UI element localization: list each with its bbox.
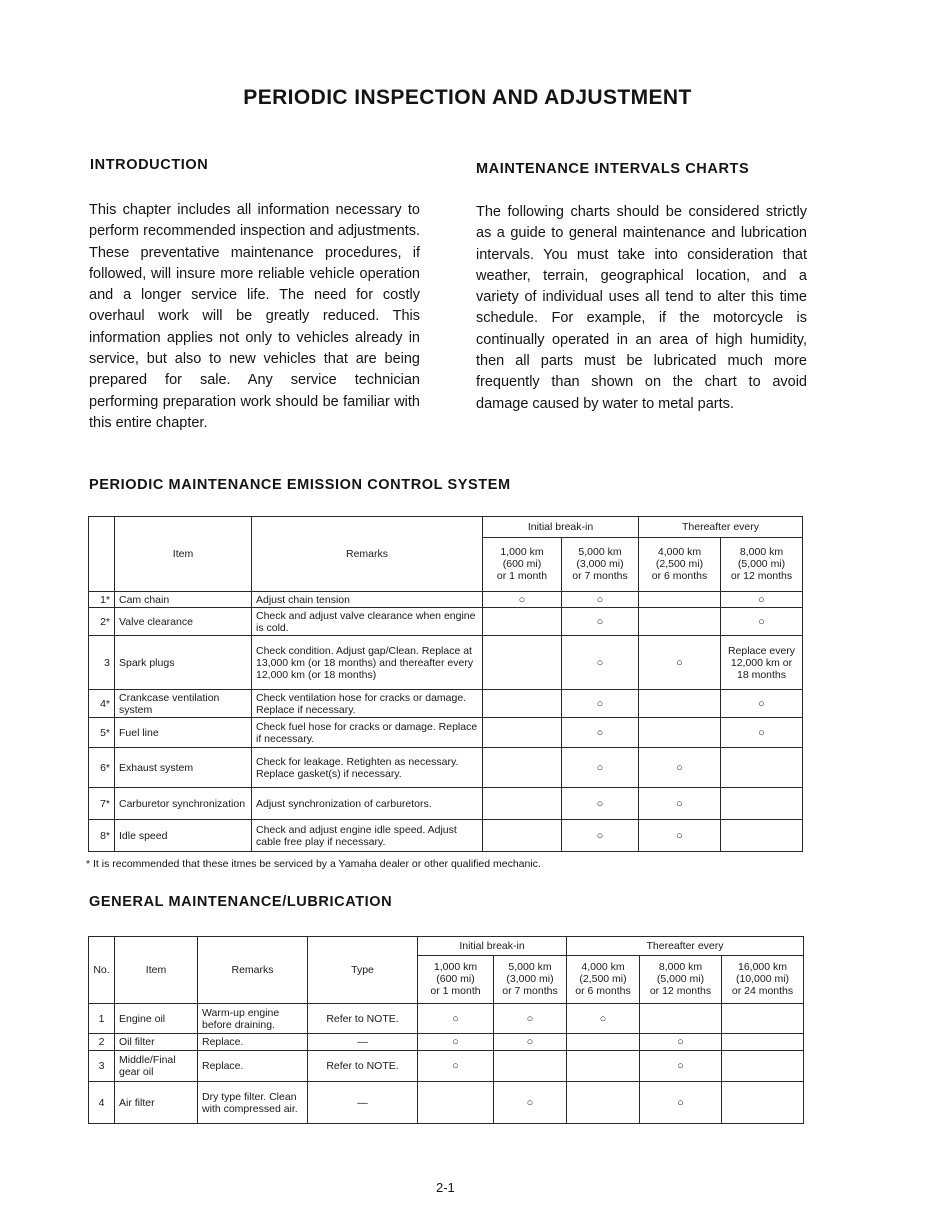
check-mark [418,1082,494,1124]
remarks-cell: Check condition. Adjust gap/Clean. Replace at 13,000 km (or 18 months) and thereafter every 12,000 km (or 18 months) [252,636,483,690]
item-cell: Oil filter [115,1034,198,1051]
check-mark: ○ [494,1004,567,1034]
check-mark [567,1082,640,1124]
row-number: 7* [89,788,115,820]
check-mark: ○ [562,718,639,748]
check-mark: ○ [494,1082,567,1124]
row-number: 3 [89,636,115,690]
remarks-cell: Adjust chain tension [252,592,483,608]
check-mark: ○ [483,592,562,608]
general-interval-header: 8,000 km (5,000 mi) or 12 months [640,955,722,1003]
check-mark [640,1004,722,1034]
emission-row-exhaust-system [89,748,803,788]
row-number: 2* [89,608,115,636]
introduction-heading: INTRODUCTION [90,157,209,173]
general-remarks-header: Remarks [198,937,308,1004]
item-cell: Air filter [115,1082,198,1124]
emission-footnote: * It is recommended that these itmes be serviced by a Yamaha dealer or other qualified mechanic. [86,858,541,870]
emission-heading: PERIODIC MAINTENANCE EMISSION CONTROL SYSTEM [89,477,511,493]
check-mark: ○ [562,636,639,690]
row-number: 3 [89,1051,115,1082]
replace-note-cell: Replace every 12,000 km or 18 months [721,636,803,690]
remarks-cell: Warm-up engine before draining. [198,1004,308,1034]
emission-header-row-1 [89,517,803,538]
general-row-air-filter [89,1082,804,1124]
check-mark [721,788,803,820]
general-initial-header: Initial break-in [418,937,567,956]
emission-item-header: Item [115,517,252,592]
check-mark: ○ [721,592,803,608]
general-after-header: Thereafter every [567,937,804,956]
emission-initial-header: Initial break-in [483,517,639,538]
introduction-text: This chapter includes all information necessary to perform recommended inspection and adjustments. These preventative maintenance procedures, if followed, will insure more reliable vehicle operation and a longer service life. The need for costly overhaul work will be greatly reduced. This information applies not only to vehicles already in service, but also to new vehicles that are being prepared for sale. Any service technician performing preparation work should be familiar with this entire chapter. [89,202,420,431]
check-mark: ○ [562,608,639,636]
emission-interval-header: 8,000 km (5,000 mi) or 12 months [721,537,803,591]
general-interval-header: 1,000 km (600 mi) or 1 month [418,955,494,1003]
check-mark [494,1051,567,1082]
general-header-row-1 [89,937,804,956]
emission-no-header [89,517,115,592]
item-cell: Idle speed [115,820,252,852]
check-mark: ○ [639,636,721,690]
general-row-oil-filter [89,1034,804,1051]
remarks-cell: Dry type filter. Clean with compressed air. [198,1082,308,1124]
row-number: 6* [89,748,115,788]
general-item-header: Item [115,937,198,1004]
check-mark [483,690,562,718]
row-number: 4* [89,690,115,718]
item-cell: Engine oil [115,1004,198,1034]
type-cell: Refer to NOTE. [308,1051,418,1082]
check-mark [722,1051,804,1082]
row-number: 1* [89,592,115,608]
general-interval-header: 4,000 km (2,500 mi) or 6 months [567,955,640,1003]
item-cell: Cam chain [115,592,252,608]
intervals-heading: MAINTENANCE INTERVALS CHARTS [476,161,750,177]
emission-row-carburetor-synchronization [89,788,803,820]
emission-remarks-header: Remarks [252,517,483,592]
check-mark [483,636,562,690]
general-interval-header: 5,000 km (3,000 mi) or 7 months [494,955,567,1003]
item-cell: Fuel line [115,718,252,748]
emission-interval-header: 5,000 km (3,000 mi) or 7 months [562,537,639,591]
check-mark [483,718,562,748]
general-table [88,936,804,1124]
remarks-cell: Check and adjust engine idle speed. Adjust cable free play if necessary. [252,820,483,852]
emission-row-fuel-line [89,718,803,748]
item-cell: Middle/Final gear oil [115,1051,198,1082]
type-cell: — [308,1082,418,1124]
check-mark [483,748,562,788]
check-mark: ○ [418,1034,494,1051]
intervals-text: The following charts should be considered strictly as a guide to general maintenance and lubrication intervals. You must take into consideration that weather, terrain, geographical location, and a variety of individual uses all tend to alter this time schedule. For example, if the motorcycle is continually operated in an area of high humidity, then all parts must be lubricated much more frequently than shown on the chart to avoid damage caused by water to metal parts. [476,204,807,412]
general-row-middle-final-gear-oil [89,1051,804,1082]
remarks-cell: Adjust synchronization of carburetors. [252,788,483,820]
general-interval-header: 16,000 km (10,000 mi) or 24 months [722,955,804,1003]
check-mark: ○ [562,690,639,718]
check-mark [721,748,803,788]
check-mark [567,1034,640,1051]
remarks-cell: Check and adjust valve clearance when engine is cold. [252,608,483,636]
emission-after-header: Thereafter every [639,517,803,538]
item-cell: Exhaust system [115,748,252,788]
check-mark: ○ [418,1004,494,1034]
item-cell: Carburetor synchronization [115,788,252,820]
general-type-header: Type [308,937,418,1004]
check-mark [483,608,562,636]
general-no-header: No. [89,937,115,1004]
remarks-cell: Check ventilation hose for cracks or damage. Replace if necessary. [252,690,483,718]
remarks-cell: Check for leakage. Retighten as necessary. Replace gasket(s) if necessary. [252,748,483,788]
emission-interval-header: 1,000 km (600 mi) or 1 month [483,537,562,591]
remarks-cell: Check fuel hose for cracks or damage. Replace if necessary. [252,718,483,748]
type-cell: — [308,1034,418,1051]
check-mark: ○ [494,1034,567,1051]
remarks-cell: Replace. [198,1051,308,1082]
emission-row-crankcase-ventilation [89,690,803,718]
check-mark: ○ [562,592,639,608]
check-mark [721,820,803,852]
row-number: 1 [89,1004,115,1034]
check-mark: ○ [639,788,721,820]
check-mark [567,1051,640,1082]
row-number: 8* [89,820,115,852]
check-mark [722,1034,804,1051]
check-mark [639,592,721,608]
emission-table [88,516,803,852]
emission-row-spark-plugs [89,636,803,690]
check-mark: ○ [640,1051,722,1082]
remarks-cell: Replace. [198,1034,308,1051]
emission-row-valve-clearance [89,608,803,636]
emission-interval-header: 4,000 km (2,500 mi) or 6 months [639,537,721,591]
page-number: 2-1 [436,1180,455,1195]
check-mark: ○ [639,820,721,852]
check-mark: ○ [562,820,639,852]
check-mark [722,1004,804,1034]
check-mark [639,718,721,748]
item-cell: Valve clearance [115,608,252,636]
general-row-engine-oil [89,1004,804,1034]
page-title: PERIODIC INSPECTION AND ADJUSTMENT [243,86,692,109]
check-mark: ○ [562,788,639,820]
check-mark [722,1082,804,1124]
item-cell: Spark plugs [115,636,252,690]
emission-row-idle-speed [89,820,803,852]
check-mark: ○ [418,1051,494,1082]
check-mark: ○ [721,718,803,748]
row-number: 2 [89,1034,115,1051]
check-mark: ○ [640,1034,722,1051]
row-number: 4 [89,1082,115,1124]
check-mark: ○ [567,1004,640,1034]
check-mark: ○ [562,748,639,788]
emission-row-cam-chain [89,592,803,608]
general-heading: GENERAL MAINTENANCE/LUBRICATION [89,894,393,910]
check-mark [483,788,562,820]
type-cell: Refer to NOTE. [308,1004,418,1034]
check-mark: ○ [721,608,803,636]
check-mark [639,690,721,718]
check-mark [483,820,562,852]
item-cell: Crankcase ventilation system [115,690,252,718]
check-mark: ○ [639,748,721,788]
check-mark: ○ [721,690,803,718]
check-mark: ○ [640,1082,722,1124]
check-mark [639,608,721,636]
row-number: 5* [89,718,115,748]
